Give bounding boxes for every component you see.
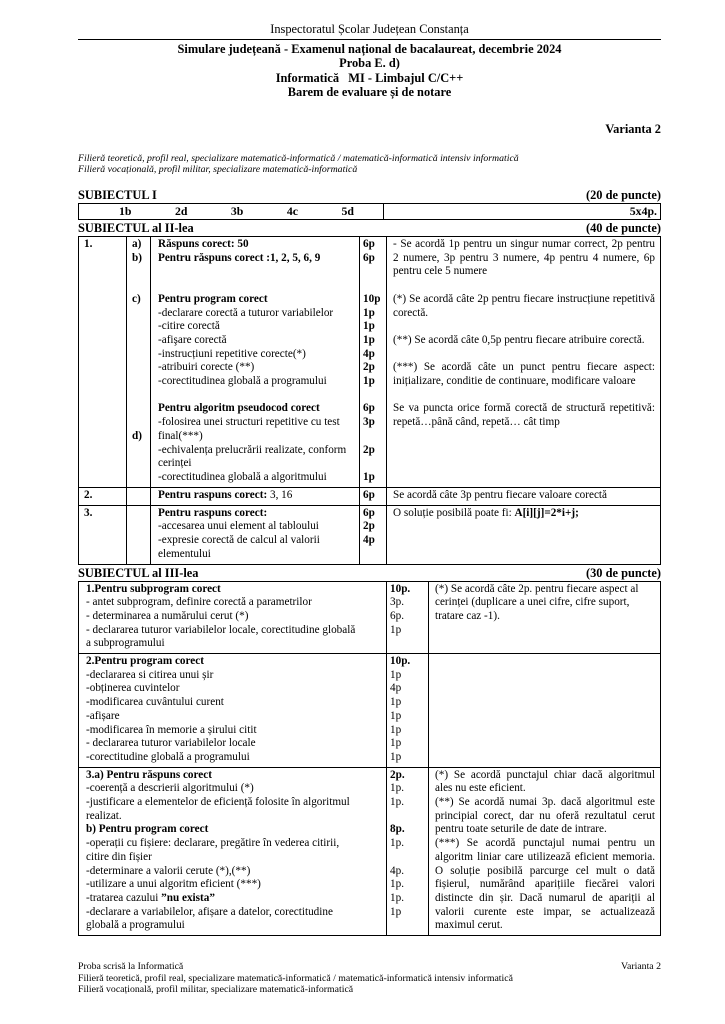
- criteria-line: -utilizare a unui algoritm eficient (***): [86, 878, 261, 891]
- points-value: 6p: [363, 402, 375, 415]
- criteria-line: cerinței: [158, 457, 192, 470]
- filiera-line: Filieră vocațională, profil militar, specializare matematică-informatică: [78, 164, 358, 176]
- points-value: 2p: [363, 361, 375, 374]
- criteria-line: -declararea si citirea unui șir: [86, 668, 214, 681]
- criteria-line: realizat.: [86, 809, 122, 822]
- sub-label: [132, 348, 147, 362]
- criteria-line: Răspuns corect: 50: [158, 238, 249, 251]
- sub-label-cell: [126, 506, 150, 564]
- subject3-points: (30 de puncte): [585, 565, 661, 580]
- points-value: 6p: [363, 238, 375, 251]
- subject1-answers: [119, 204, 354, 219]
- criteria-line: Pentru răspuns corect :1, 2, 5, 6, 9: [158, 251, 321, 264]
- criteria-line: Pentru program corect: [158, 292, 268, 305]
- criteria-line: 1.Pentru subprogram corect: [86, 582, 221, 595]
- sub-label: [132, 457, 147, 471]
- points-value: 1p: [390, 750, 402, 763]
- criteria-cell: [79, 582, 386, 654]
- table-row: [79, 505, 660, 564]
- criteria-line: - declararea tuturor variabilelor locale: [86, 737, 256, 750]
- sub-label: [132, 489, 147, 503]
- criteria-cell: [79, 768, 386, 935]
- criteria-line: globală a programului: [86, 919, 185, 932]
- points-value: [390, 919, 425, 933]
- subject1-points: (20 de puncte): [585, 188, 661, 203]
- sub-label: [132, 320, 147, 334]
- criteria-line: Pentru raspuns corect: 3, 16: [158, 488, 293, 501]
- subject2-points: (40 de puncte): [585, 221, 661, 236]
- points-value: 2p: [363, 520, 375, 533]
- sub-label: [132, 520, 147, 534]
- note-paragraph: (*) Se acordă câte 2p pentru fiecare instrucțiune repetitivă corectă.: [393, 292, 655, 319]
- criteria-line: b) Pentru program corect: [86, 823, 209, 836]
- points-value: [390, 810, 425, 824]
- criteria-line: -citire corectă: [158, 320, 220, 333]
- criteria-line: -echivalența prelucrării realizate, conform: [158, 443, 347, 456]
- points-value: [363, 430, 383, 444]
- criteria-line: [158, 279, 356, 293]
- criteria-cell: [150, 488, 359, 505]
- answer-item: 4c: [286, 204, 298, 219]
- subject1-title: SUBIECTUL I: [78, 188, 157, 203]
- table-row: [79, 653, 660, 767]
- criteria-line: -folosirea unei structuri repetitive cu test: [158, 416, 340, 429]
- sub-label: [132, 265, 147, 279]
- sub-label: [132, 389, 147, 403]
- points-cell: [386, 768, 428, 935]
- criteria-line: -tratarea cazului ”nu exista”: [86, 891, 215, 904]
- points-value: 1p: [390, 668, 402, 681]
- criteria-line: -modificarea în memorie a șirului citit: [86, 723, 257, 736]
- points-value: 1p: [390, 723, 402, 736]
- points-value: 1p: [363, 306, 375, 319]
- subject3-table: [78, 581, 661, 937]
- subject2-title: SUBIECTUL al II-lea: [78, 221, 194, 236]
- points-value: [363, 457, 383, 471]
- row-number-cell: [79, 488, 126, 505]
- criteria-line: -corectitudinea globală a programului: [158, 375, 327, 388]
- points-value: 10p.: [390, 582, 411, 595]
- sub-label: c): [132, 292, 141, 305]
- criteria-line: [158, 265, 356, 279]
- note-paragraph: (**) Se acordă câte 0,5p pentru fiecare atribuire corectă.: [393, 333, 645, 346]
- points-cell: [359, 488, 386, 505]
- criteria-line: citire din fișier: [86, 850, 152, 863]
- criteria-line: -determinare a valorii cerute (*),(**): [86, 864, 251, 877]
- points-value: 1p: [363, 333, 375, 346]
- points-value: 1p.: [390, 782, 404, 795]
- answer-item: 3b: [230, 204, 244, 219]
- criteria-line: -atribuiri corecte (**): [158, 361, 255, 374]
- table-row: [79, 582, 660, 654]
- table-row: [79, 767, 660, 935]
- subject1-answer-row: [78, 203, 661, 220]
- row-number-cell: [79, 237, 126, 487]
- note-paragraph: (**) Se acordă numai 3p. dacă algoritmul este principial corect, dar nu oferă rezultatul cerut pentru toate seturile de date de intrare.: [435, 796, 655, 836]
- notes-cell: [428, 654, 660, 767]
- criteria-line: Pentru raspuns corect:: [158, 506, 268, 519]
- points-value: 10p: [363, 292, 381, 305]
- points-cell: [386, 654, 428, 767]
- sub-label: [132, 334, 147, 348]
- row-number: 1.: [84, 238, 93, 251]
- page-content: [78, 22, 661, 936]
- points-value: [363, 389, 383, 403]
- criteria-line: -operații cu fișiere: declarare, pregătire în vederea citirii,: [86, 837, 340, 850]
- criteria-line: -corectitudine globală a programului: [86, 750, 250, 763]
- points-value: [363, 279, 383, 293]
- sub-label: [132, 548, 147, 562]
- criteria-cell: [150, 237, 359, 487]
- points-value: 1p: [390, 737, 402, 750]
- points-value: 1p: [363, 320, 375, 333]
- sub-label: [132, 507, 147, 521]
- criteria-line: - declararea tuturor variabilelor locale, corectitudine globală: [86, 623, 356, 636]
- points-value: 2p: [363, 443, 375, 456]
- sub-label: [132, 279, 147, 293]
- points-value: 1p: [390, 709, 402, 722]
- points-value: 6p: [363, 251, 375, 264]
- table-row: [79, 237, 660, 487]
- subject3-title: SUBIECTUL al III-lea: [78, 565, 199, 580]
- sub-label: [132, 534, 147, 548]
- note-paragraph: (***) Se acordă câte un punct pentru fiecare aspect: inițializare, conditie de continuare, modificare valoare: [393, 361, 655, 388]
- note-paragraph: Se va puncta orice formă corectă de structură repetitivă: repetă…până când, repetă… cât timp: [393, 402, 655, 429]
- criteria-line: -obținerea cuvintelor: [86, 682, 180, 695]
- points-value: 6p.: [390, 609, 404, 622]
- points-value: [390, 637, 425, 651]
- sub-label: [132, 471, 147, 485]
- criteria-line: 2.Pentru program corect: [86, 655, 204, 668]
- footer-proba: Proba scrisă la Informatică: [78, 961, 184, 972]
- points-value: 2p.: [390, 768, 405, 781]
- points-value: 1p.: [390, 891, 404, 904]
- points-value: 1p: [390, 905, 402, 918]
- points-value: 6p: [363, 488, 375, 501]
- criteria-cell: [150, 506, 359, 564]
- criteria-line: [158, 389, 356, 403]
- criteria-line: -afişare corectă: [158, 333, 227, 346]
- criteria-line: -justificare a elementelor de eficiență folosite în algoritmul: [86, 796, 350, 809]
- note-paragraph: O soluție posibilă poate fi: A[i][j]=2*i+j;: [393, 506, 579, 519]
- row-number: 3.: [84, 506, 93, 519]
- points-value: 3p: [363, 416, 375, 429]
- sub-label-cell: [126, 488, 150, 505]
- criteria-line: -coerență a descrierii algoritmului (*): [86, 782, 254, 795]
- document-title-line: Informatică MI - Limbajul C/C++: [275, 70, 464, 85]
- row-number-cell: [79, 506, 126, 564]
- answer-item: 2d: [174, 204, 188, 219]
- points-value: 4p.: [390, 864, 404, 877]
- page-footer: [78, 961, 661, 996]
- criteria-line: - determinarea a numărului cerut (*): [86, 609, 249, 622]
- points-cell: [359, 237, 386, 487]
- points-cell: [359, 506, 386, 564]
- criteria-line: -corectitudinea globală a algoritmului: [158, 470, 327, 483]
- footer-first-line: [78, 961, 661, 973]
- points-value: 1p.: [390, 878, 404, 891]
- points-value: 1p.: [390, 796, 404, 809]
- criteria-line: -declarare a variabilelor, afișare a datelor, corectitudine: [86, 905, 333, 918]
- answer-item: 5d: [341, 204, 354, 219]
- document-title-line: Proba E. d): [339, 56, 400, 71]
- note-paragraph: (*) Se acordă câte 2p. pentru fiecare aspect al cerinței (duplicare a unei cifre, cifre suport, tratare caz -1).: [435, 582, 639, 622]
- points-value: 4p: [363, 534, 375, 547]
- row-number: 2.: [84, 488, 93, 501]
- sub-label: [132, 416, 147, 430]
- criteria-line: - antet subprogram, definire corectă a parametrilor: [86, 596, 312, 609]
- criteria-line: -expresie corectă de calcul al valorii: [158, 534, 320, 547]
- points-value: [390, 851, 425, 865]
- note-paragraph: (***) Se acordă punctajul numai pentru un algoritm liniar care utilizează eficient memoria. O soluție posibilă parcurge cel mult o dată fișierul, numărând aparițiile fiecărei valori distincte din șir. Dacă numarul de apariții al valorii curente este impar, se actualizează maximul cerut.: [435, 837, 655, 932]
- filiera-block: [78, 153, 661, 176]
- points-value: 1p.: [390, 837, 404, 850]
- criteria-cell: [79, 654, 386, 767]
- note-paragraph: Se acordă câte 3p pentru fiecare valoare corectă: [393, 488, 607, 501]
- points-value: 1p: [390, 623, 402, 636]
- sub-label: b): [132, 251, 142, 264]
- document-title-line: Simulare județeană - Examenul național de bacalaureat, decembrie 2024: [177, 42, 562, 56]
- points-value: 1p: [363, 375, 375, 388]
- points-value: 6p: [363, 506, 375, 519]
- sub-label: [132, 375, 147, 389]
- filiera-line: Filieră teoretică, profil real, specializare matematică-informatică / matematică-informatică intensiv informatică: [78, 152, 519, 164]
- subject1-answers-cell: [79, 204, 384, 219]
- sub-label: [132, 402, 147, 416]
- criteria-line: a subprogramului: [86, 637, 165, 650]
- header-rule: [78, 39, 661, 40]
- document-title-line: Barem de evaluare și de notare: [287, 85, 452, 100]
- sub-label: [132, 307, 147, 321]
- notes-cell: [386, 488, 660, 505]
- notes-cell: [386, 506, 660, 564]
- sub-label: a): [132, 238, 142, 251]
- footer-variant: Varianta 2: [621, 961, 661, 972]
- subject2-heading: [78, 221, 661, 235]
- footer-filiera-line: Filieră teoretică, profil real, specializare matematică-informatică / matematică-informatică intensiv informatică: [78, 972, 513, 984]
- variant-label: Varianta 2: [605, 121, 661, 136]
- note-paragraph: (*) Se acordă punctajul chiar dacă algoritmul ales nu este eficient.: [435, 768, 655, 795]
- points-value: 4p: [390, 682, 402, 695]
- criteria-line: elementului: [158, 547, 211, 560]
- subject1-heading: [78, 188, 661, 202]
- answer-item: 1b: [119, 204, 132, 219]
- sub-label: [132, 361, 147, 375]
- points-value: 1p: [390, 696, 402, 709]
- points-cell: [386, 582, 428, 654]
- criteria-line: -modificarea cuvântului curent: [86, 696, 224, 709]
- criteria-line: Pentru algoritm pseudocod corect: [158, 402, 320, 415]
- sub-label-cell: [126, 237, 150, 487]
- subject1-score-cell: 5x4p.: [629, 204, 657, 219]
- table-row: [79, 487, 660, 505]
- subject2-table: [78, 236, 661, 564]
- sub-label: d): [132, 429, 142, 442]
- points-value: 4p: [363, 347, 375, 360]
- sub-label: [132, 444, 147, 458]
- points-value: 1p: [363, 470, 375, 483]
- footer-filiera-line: Filieră vocațională, profil militar, specializare matematică-informatică: [78, 984, 354, 996]
- subject3-heading: [78, 566, 661, 580]
- points-value: [363, 548, 383, 562]
- criteria-line: -accesarea unui element al tabloului: [158, 520, 319, 533]
- criteria-line: -afișare: [86, 709, 120, 722]
- points-value: 10p.: [390, 655, 411, 668]
- institution-name: Inspectoratul Școlar Județean Constanța: [270, 22, 469, 36]
- points-value: [363, 265, 383, 279]
- criteria-line: 3.a) Pentru răspuns corect: [86, 768, 212, 781]
- criteria-line: -declarare corectă a tuturor variabilelor: [158, 306, 334, 319]
- points-value: 3p.: [390, 596, 404, 609]
- notes-cell: [428, 768, 660, 935]
- points-value: 8p.: [390, 823, 405, 836]
- criteria-line: -instrucțiuni repetitive corecte(*): [158, 347, 306, 360]
- criteria-line: final(***): [158, 429, 203, 442]
- notes-cell: [386, 237, 660, 487]
- notes-cell: [428, 582, 660, 654]
- note-paragraph: - Se acordă 1p pentru un singur numar correct, 2p pentru 2 numere, 3p pentru 3 numere, 4p pentru 4 numere, 6p pentru cele 5 numere: [393, 238, 655, 278]
